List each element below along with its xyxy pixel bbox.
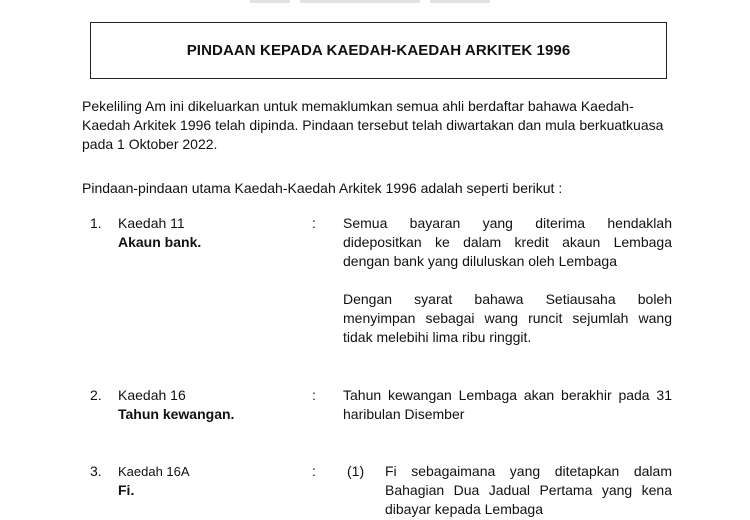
- rule-code: Kaedah 16A: [118, 464, 190, 479]
- separator-colon: :: [312, 215, 316, 231]
- page-title: PINDAAN KEPADA KAEDAH-KAEDAH ARKITEK 1996: [186, 42, 571, 59]
- intro-paragraph: Pekeliling Am ini dikeluarkan untuk memaklumkan semua ahli berdaftar bahawa Kaedah-Kaedah Arkitek 1996 telah dipinda. Pindaan tersebut telah diwartakan dan mula berkuatkuasa pada 1 Oktober 2022.: [82, 98, 664, 152]
- description-paragraph: Semua bayaran yang diterima hendaklah didepositkan ke dalam kredit akaun Lembaga dengan bank yang diluluskan oleh Lembaga: [343, 215, 672, 269]
- sub-clause-number: (1): [347, 463, 365, 479]
- lead-paragraph: Pindaan-pindaan utama Kaedah-Kaedah Arkitek 1996 adalah seperti berikut :: [82, 180, 563, 196]
- rule-description: [343, 214, 672, 347]
- separator-colon: :: [312, 463, 316, 479]
- sub-clause-text: Fi sebagaimana yang ditetapkan dalam Bahagian Dua Jadual Pertama yang kena dibayar kepada Lembaga: [385, 463, 672, 517]
- description-paragraph: Dengan syarat bahawa Setiausaha boleh menyimpan sebagai wang runcit sejumlah wang tidak melebihi lima ribu ringgit.: [343, 291, 672, 345]
- rule-reference: [118, 386, 234, 424]
- cropped-header-remnant: [0, 0, 750, 10]
- item-number: 3.: [90, 463, 102, 479]
- description-paragraph: Tahun kewangan Lembaga akan berakhir pada 31 haribulan Disember: [343, 387, 672, 422]
- rule-reference: [118, 462, 190, 500]
- rule-code: Kaedah 16: [118, 387, 186, 403]
- title-box: [90, 22, 667, 79]
- item-number: 2.: [90, 387, 102, 403]
- rule-heading: Fi.: [118, 482, 135, 498]
- rule-heading: Tahun kewangan.: [118, 406, 235, 422]
- separator-colon: :: [312, 387, 316, 403]
- rule-reference: [118, 214, 201, 252]
- rule-code: Kaedah 11: [118, 215, 185, 231]
- rule-description: [343, 386, 672, 424]
- rule-heading: Akaun bank.: [118, 234, 202, 250]
- item-number: 1.: [90, 215, 102, 231]
